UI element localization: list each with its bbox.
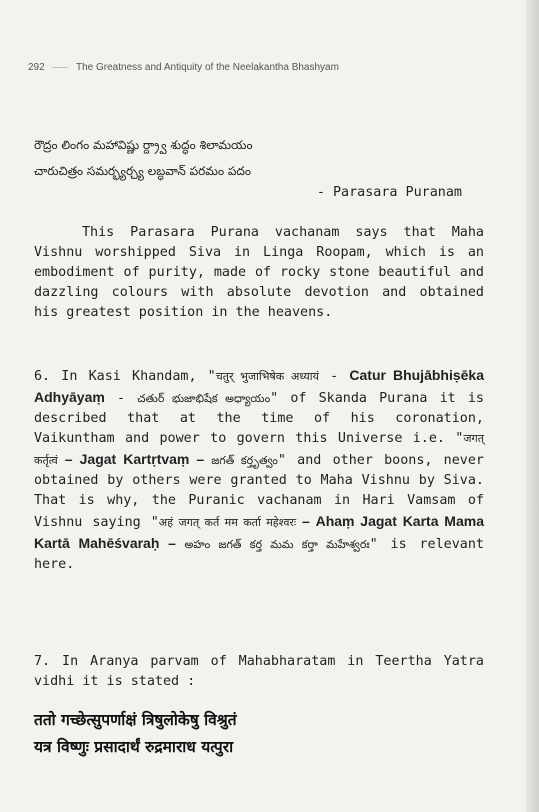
header-rule [52,67,68,68]
running-title: The Greatness and Antiquity of the Neelakantha Bhashyam [76,62,339,73]
para6-dash-f: – [189,451,212,467]
page-edge [526,0,539,812]
transliteration-1: Catur Bhujābhiṣēka Adhyāyaṃ [34,367,484,405]
telugu-verse-line-1: రౌద్రం లింగం మహావిష్ణు ర్ద్ర్వా శుద్ధం శిలామయం [34,138,253,152]
verse-source: - Parasara Puranam [316,185,462,200]
para6-text-c: - [104,391,138,406]
para6-text-g: " and other boons, never obtained by others were granted to Maha Vishnu by Siva. That is why, the Puranic vachanam in Hari Vamsam of Vishnu saying " [34,453,484,530]
running-header [28,62,508,73]
para6-text-j: " is relevant here. [34,537,484,572]
para6-text-b: - [319,369,350,384]
paragraph-6 [34,365,484,575]
para6-dash-e: – [57,451,80,467]
devanagari-term-3: अहं जगत् कर्त मम कर्ता महेश्वरः [158,516,297,529]
devanagari-term-2: जगत् कर्तृत्वं [34,432,484,467]
telugu-verse-line-2: చారుచిత్రం సమర్భ్యర్చ్య లబ్ధవాన్ పరమం పదం [34,164,251,178]
sanskrit-verse-line-2: यत्र विष्णुः प्रसादार्थं रुद्रमाराध यत्पुरा [34,738,234,756]
para6-text-d: " of Skanda Purana it is described that at the time of his coronation, Vaikuntham and power to govern this Universe i.e. " [34,391,484,446]
transliteration-3: Ahaṃ Jagat Karta Mama Kartā Mahēśvaraḥ [34,513,484,551]
sanskrit-verse-line-1: ततो गच्छेत्सुपर्णाक्षं त्रिषुलोकेषु विश्रुतं [34,711,237,729]
para6-dash-h: – [296,513,316,529]
telugu-term-1: చతుర్ భుజాభిషేక అధ్యాయం [137,392,271,405]
transliteration-2: Jagat Kartṛtvaṃ [79,451,190,467]
devanagari-term-1: चतुर् भुजाभिषेक अध्यायं [215,370,319,383]
sanskrit-verse [34,707,494,761]
para6-dash-i: – [159,535,185,551]
telugu-term-2: జగత్ కర్తృత్వం [211,454,278,467]
para6-text-a: 6. In Kasi Khandam, " [34,369,216,384]
paragraph-7: 7. In Aranya parvam of Mahabharatam in Teertha Yatra vidhi it is stated : [34,654,484,689]
paragraph-parasara: This Parasara Purana vachanam says that Maha Vishnu worshipped Siva in Linga Roopam, which is an embodiment of purity, made of rocky stone beautiful and dazzling colours with absolute devotion and obtained his greatest position in the heavens. [34,225,484,320]
page-number: 292 [28,62,45,73]
telugu-term-3: అహం జగత్ కర్త మమ కర్తా మహేశ్వరః [184,538,370,551]
telugu-verse [34,132,494,184]
